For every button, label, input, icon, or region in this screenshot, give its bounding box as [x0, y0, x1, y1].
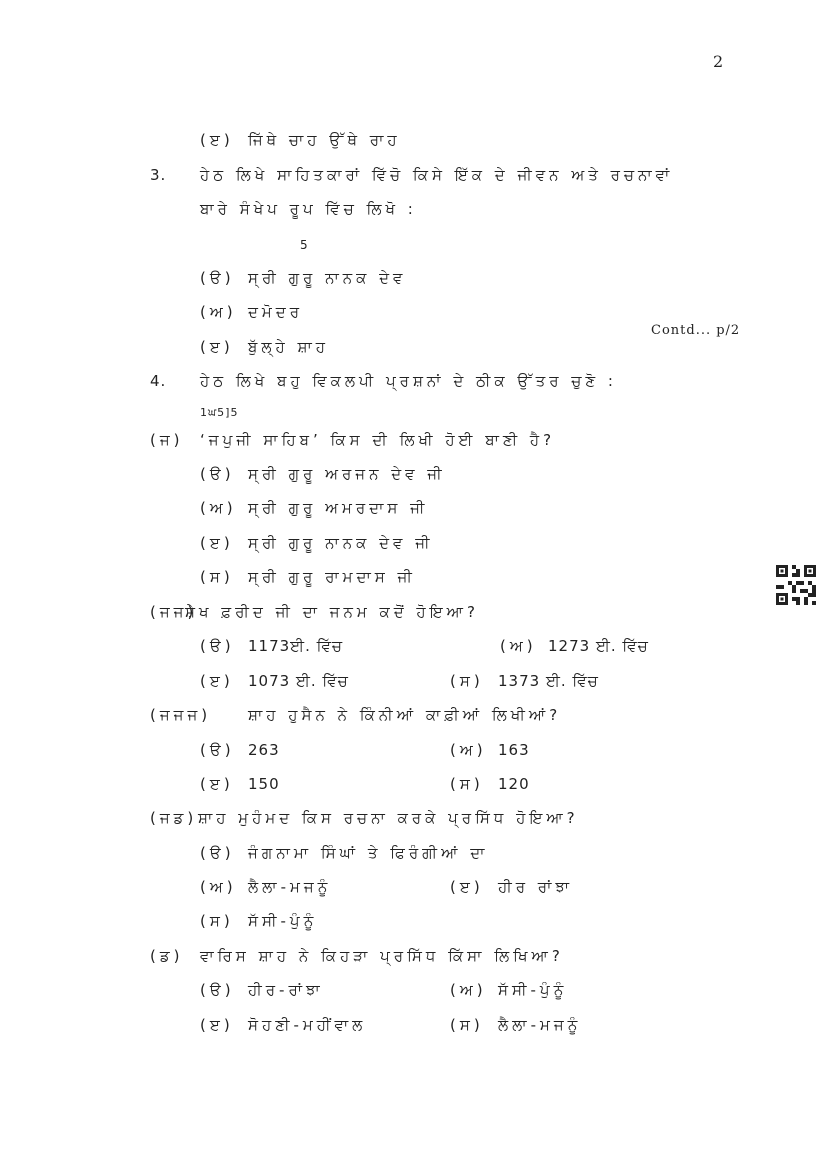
q4-option-label: (ੳ) [200, 637, 235, 655]
q4-marks: 1ਘ5]5 [200, 406, 239, 419]
q3-line-1: ਹੇਠ ਲਿਖੇ ਸਾਹਿਤਕਾਰਾਂ ਵਿੱਚੋ ਕਿਸੇ ਇੱਕ ਦੇ ਜੀਵਨ ਅਤੇ ਰਚਨਾਵਾਂ [200, 166, 674, 184]
q4-option-label: (ੳ) [200, 741, 235, 759]
q4-item-label: (ਜਡ) [150, 809, 198, 827]
q3-line-2: ਬਾਰੇ ਸੰਖੇਪ ਰੂਪ ਵਿੱਚ ਲਿਖੋ : [200, 200, 417, 218]
q4-option-label: (ੲ) [200, 775, 234, 793]
q4-option-text: ਸ੍ਰੀ ਗੁਰੂ ਰਾਮਦਾਸ ਜੀ [248, 568, 416, 586]
q4-item-label: (ਜ) [150, 431, 184, 449]
q4-option-text: ਸ੍ਰੀ ਗੁਰੂ ਅਮਰਦਾਸ ਜੀ [248, 499, 429, 517]
q3-option-label: (ੲ) [200, 338, 234, 356]
q3-option-label: (ੳ) [200, 269, 235, 287]
q4-option-label: (ਅ) [450, 981, 487, 999]
q4-option-label: (ਅ) [200, 499, 237, 517]
page-number: 2 [713, 52, 724, 71]
q4-line-1: ਹੇਠ ਲਿਖੇ ਬਹੁ ਵਿਕਲਪੀ ਪ੍ਰਸ਼ਨਾਂ ਦੇ ਠੀਕ ਉੱਤਰ ਚੁਣੋ : [200, 372, 617, 390]
q4-option-text: 1273 ਈ. ਵਿੱਚ [548, 637, 649, 655]
q3-option-text: ਦਮੋਦਰ [248, 303, 304, 321]
q4-option-text: ਲੈਲਾ-ਮਜਨੂੰ [248, 878, 332, 896]
q4-option-text: ਜੰਗਨਾਮਾ ਸਿੰਘਾਂ ਤੇ ਫਿਰੰਗੀਆਂ ਦਾ [248, 844, 489, 862]
q4-item-question: ਸ਼ੇਖ ਫ਼ਰੀਦ ਜੀ ਦਾ ਜਨਮ ਕਦੋਂ ਹੋਇਆ? [185, 603, 479, 621]
q4-item-label: (ਡ) [150, 947, 184, 965]
q4-option-text: 163 [498, 741, 530, 759]
q4-option-label: (ੲ) [200, 1016, 234, 1034]
q4-option-text: ਸੱਸੀ-ਪੁੰਨੂੰ [248, 912, 318, 930]
q3-option-text: ਸ੍ਰੀ ਗੁਰੂ ਨਾਨਕ ਦੇਵ [248, 269, 407, 287]
q4-item-question: ਵਾਰਿਸ ਸ਼ਾਹ ਨੇ ਕਿਹੜਾ ਪ੍ਰਸਿੱਧ ਕਿੱਸਾ ਲਿਖਿਆ? [200, 947, 564, 965]
q4-option-text: 150 [248, 775, 280, 793]
q4-item-label: (ਜਜ) [150, 603, 198, 621]
q4-option-text: ਸ੍ਰੀ ਗੁਰੂ ਅਰਜਨ ਦੇਵ ਜੀ [248, 465, 446, 483]
q4-item-question: ਸ਼ਾਹ ਮੁਹੰਮਦ ਕਿਸ ਰਚਨਾ ਕਰਕੇ ਪ੍ਰਸਿੱਧ ਹੋਇਆ? [198, 809, 579, 827]
q2-option-text: ਜਿੱਥੇ ਚਾਹ ਉੱਥੇ ਰਾਹ [248, 131, 401, 149]
q3-option-label: (ਅ) [200, 303, 237, 321]
q4-option-text: ਸੋਹਣੀ-ਮਹੀਂਵਾਲ [248, 1016, 367, 1034]
q4-option-text: 1073 ਈ. ਵਿੱਚ [248, 672, 349, 690]
q4-option-label: (ੳ) [200, 981, 235, 999]
q4-option-label: (ਸ) [450, 775, 484, 793]
q2-option-label: (ੲ) [200, 131, 234, 149]
q4-option-text: ਸੱਸੀ-ਪੁੰਨੂੰ [498, 981, 568, 999]
q4-option-text: ਹੀਰ ਰਾਂਝਾ [498, 878, 574, 896]
q4-option-text: ਲੈਲਾ-ਮਜਨੂੰ [498, 1016, 582, 1034]
q4-option-label: (ਸ) [200, 912, 234, 930]
q4-item-question: ਸ਼ਾਹ ਹੁਸੈਨ ਨੇ ਕਿੰਨੀਆਂ ਕਾਫ਼ੀਆਂ ਲਿਖੀਆਂ? [248, 706, 562, 724]
q4-option-label: (ੳ) [200, 465, 235, 483]
q4-option-label: (ਸ) [450, 1016, 484, 1034]
q4-item-question: ‘ਜਪੁਜੀ ਸਾਹਿਬ’ ਕਿਸ ਦੀ ਲਿਖੀ ਹੋਈ ਬਾਣੀ ਹੈ? [200, 431, 556, 449]
q4-item-label: (ਜਜਜ) [150, 706, 212, 724]
q4-option-text: 120 [498, 775, 530, 793]
q3-number: 3. [150, 166, 167, 184]
q4-option-label: (ਸ) [450, 672, 484, 690]
q3-option-text: ਬੁੱਲ੍ਹੇ ਸ਼ਾਹ [248, 338, 329, 356]
q4-option-label: (ੳ) [200, 844, 235, 862]
q4-option-text: ਹੀਰ-ਰਾਂਝਾ [248, 981, 324, 999]
contd-note: Contd... p/2 [651, 323, 741, 338]
q4-option-label: (ਅ) [450, 741, 487, 759]
q4-option-text: 263 [248, 741, 280, 759]
q4-option-label: (ਅ) [500, 637, 537, 655]
q4-option-label: (ੲ) [450, 878, 484, 896]
q4-option-label: (ੲ) [200, 534, 234, 552]
q4-option-text: 1173ਈ. ਵਿੱਚ [248, 637, 343, 655]
q4-number: 4. [150, 372, 167, 390]
q3-marks: 5 [300, 238, 309, 252]
q4-option-text: 1373 ਈ. ਵਿੱਚ [498, 672, 599, 690]
q4-option-label: (ੲ) [200, 672, 234, 690]
qr-code-icon [776, 565, 816, 605]
q4-option-text: ਸ੍ਰੀ ਗੁਰੂ ਨਾਨਕ ਦੇਵ ਜੀ [248, 534, 434, 552]
q4-option-label: (ਅ) [200, 878, 237, 896]
q4-option-label: (ਸ) [200, 568, 234, 586]
